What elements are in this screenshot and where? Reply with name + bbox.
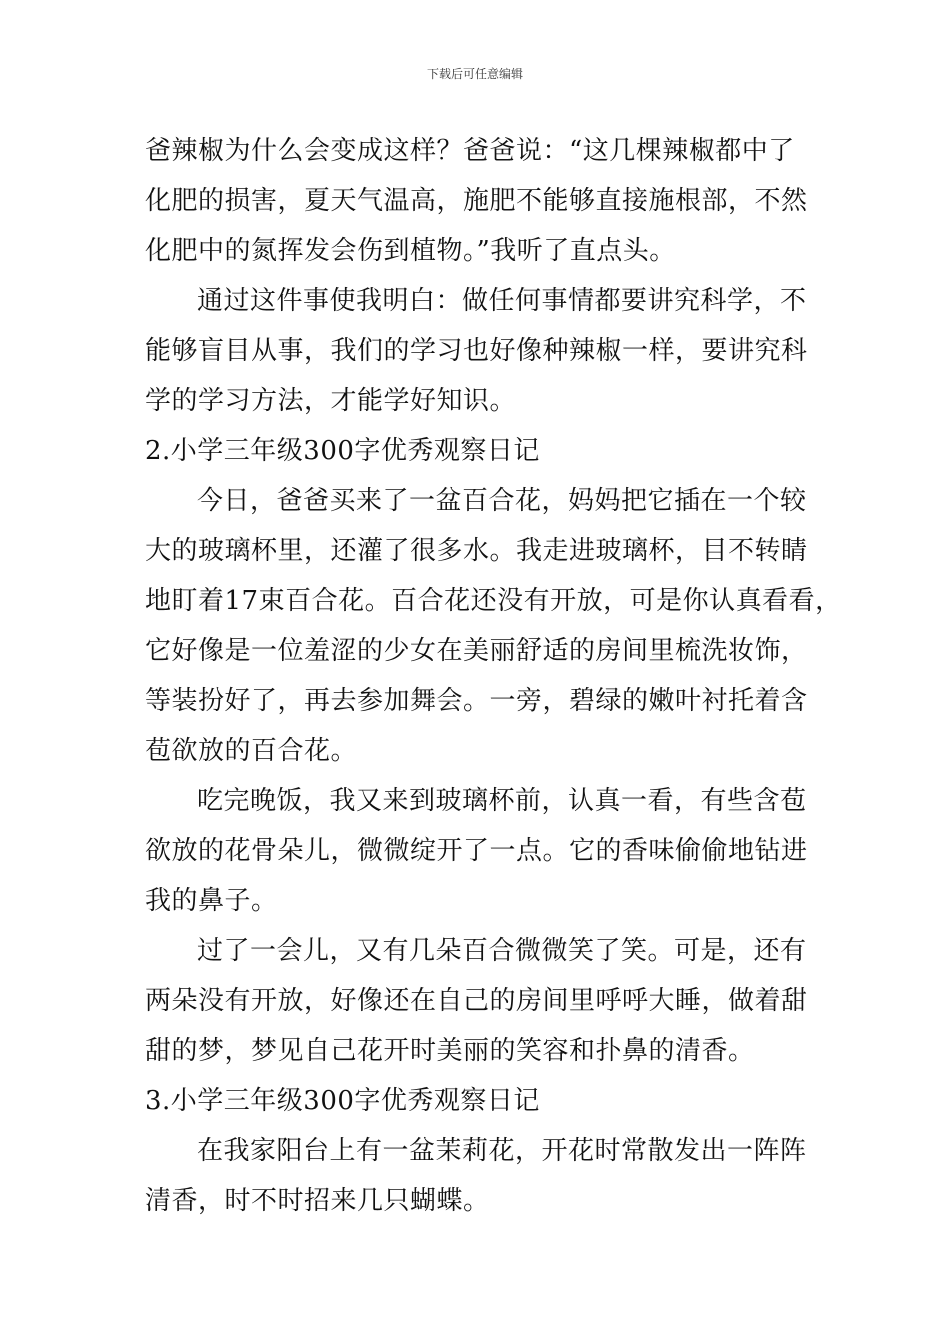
text-line: 苞欲放的百合花。 <box>145 736 358 766</box>
text-line: 化肥中的氮挥发会伤到植物。”我听了直点头。 <box>145 236 676 266</box>
text-line: 清香，时不时招来几只蝴蝶。 <box>145 1186 490 1216</box>
text-line: 我的鼻子。 <box>145 886 278 916</box>
text-line: 吃完晚饭，我又来到玻璃杯前，认真一看，有些含苞 <box>197 786 807 816</box>
text-line: 今日，爸爸买来了一盆百合花，妈妈把它插在一个较 <box>197 486 807 516</box>
text-line: 化肥的损害，夏天气温高，施肥不能够直接施根部，不然 <box>145 186 808 216</box>
section-heading: 2.小学三年级300字优秀观察日记 <box>145 436 540 466</box>
page-header: 下载后可任意编辑 <box>426 67 523 81</box>
text-line: 过了一会儿，又有几朵百合微微笑了笑。可是，还有 <box>197 936 807 966</box>
text-line: 地盯着17束百合花。百合花还没有开放，可是你认真看看， <box>145 586 842 616</box>
text-line: 通过这件事使我明白：做任何事情都要讲究科学，不 <box>197 286 807 316</box>
document-body <box>145 126 842 1226</box>
text-line: 甜的梦，梦见自己花开时美丽的笑容和扑鼻的清香。 <box>145 1036 755 1066</box>
text-line: 欲放的花骨朵儿，微微绽开了一点。它的香味偷偷地钻进 <box>145 836 808 866</box>
section-heading: 3.小学三年级300字优秀观察日记 <box>145 1086 540 1116</box>
text-line: 两朵没有开放，好像还在自己的房间里呼呼大睡，做着甜 <box>145 986 808 1016</box>
text-line: 爸辣椒为什么会变成这样？爸爸说：“这几棵辣椒都中了 <box>145 136 795 166</box>
text-line: 等装扮好了，再去参加舞会。一旁，碧绿的嫩叶衬托着含 <box>145 686 808 716</box>
text-line: 它好像是一位羞涩的少女在美丽舒适的房间里梳洗妆饰， <box>145 636 808 666</box>
text-line: 能够盲目从事，我们的学习也好像种辣椒一样，要讲究科 <box>145 336 808 366</box>
text-line: 在我家阳台上有一盆茉莉花，开花时常散发出一阵阵 <box>197 1136 807 1166</box>
text-line: 学的学习方法，才能学好知识。 <box>145 386 517 416</box>
text-line: 大的玻璃杯里，还灌了很多水。我走进玻璃杯，目不转睛 <box>145 536 808 566</box>
